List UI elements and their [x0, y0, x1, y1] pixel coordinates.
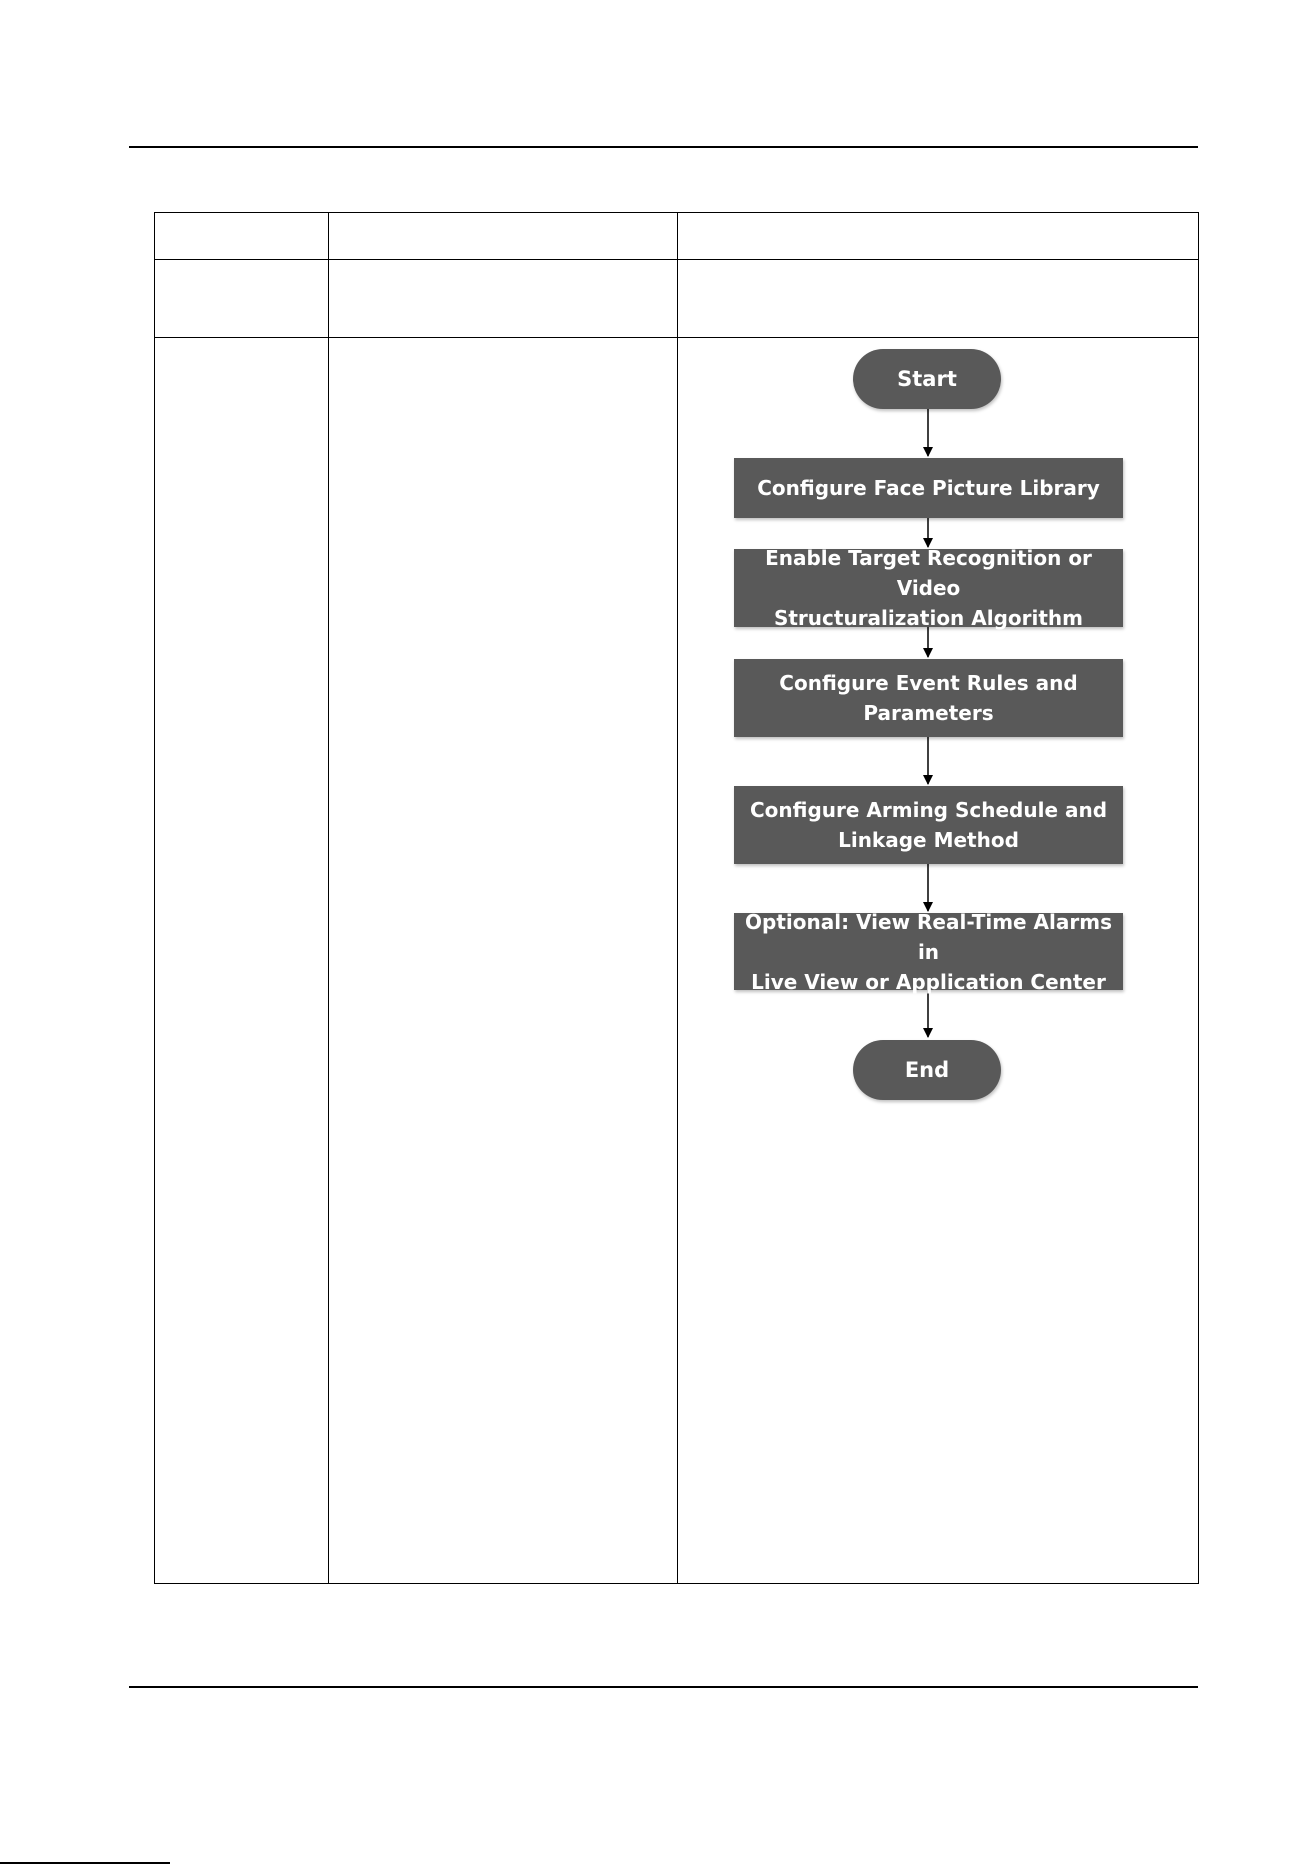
page-footer-artifact — [0, 1858, 1313, 1873]
flow-end-node — [853, 1040, 1001, 1100]
flow-step-node — [734, 909, 1123, 994]
footer-bar — [0, 1862, 170, 1864]
flow-step-node — [734, 786, 1123, 864]
flow-step-node — [734, 458, 1123, 518]
flow-node-label: Configure Event Rules and Parameters — [779, 671, 1078, 725]
flow-node-label: Start — [897, 367, 957, 391]
flow-step-node — [734, 659, 1123, 737]
footer-rule — [129, 1686, 1198, 1688]
flow-step-node — [734, 546, 1123, 630]
flow-node-label: Configure Face Picture Library — [757, 476, 1100, 500]
flow-start-node — [853, 349, 1001, 409]
flow-node-label: Configure Arming Schedule and Linkage Method — [749, 798, 1108, 852]
flow-node-label: End — [904, 1058, 950, 1082]
flow-node-label: Optional: View Real-Time Alarms in Live View or Application Center — [745, 909, 1112, 994]
flow-node-label: Enable Target Recognition or Video Structuralization Algorithm — [765, 546, 1092, 630]
